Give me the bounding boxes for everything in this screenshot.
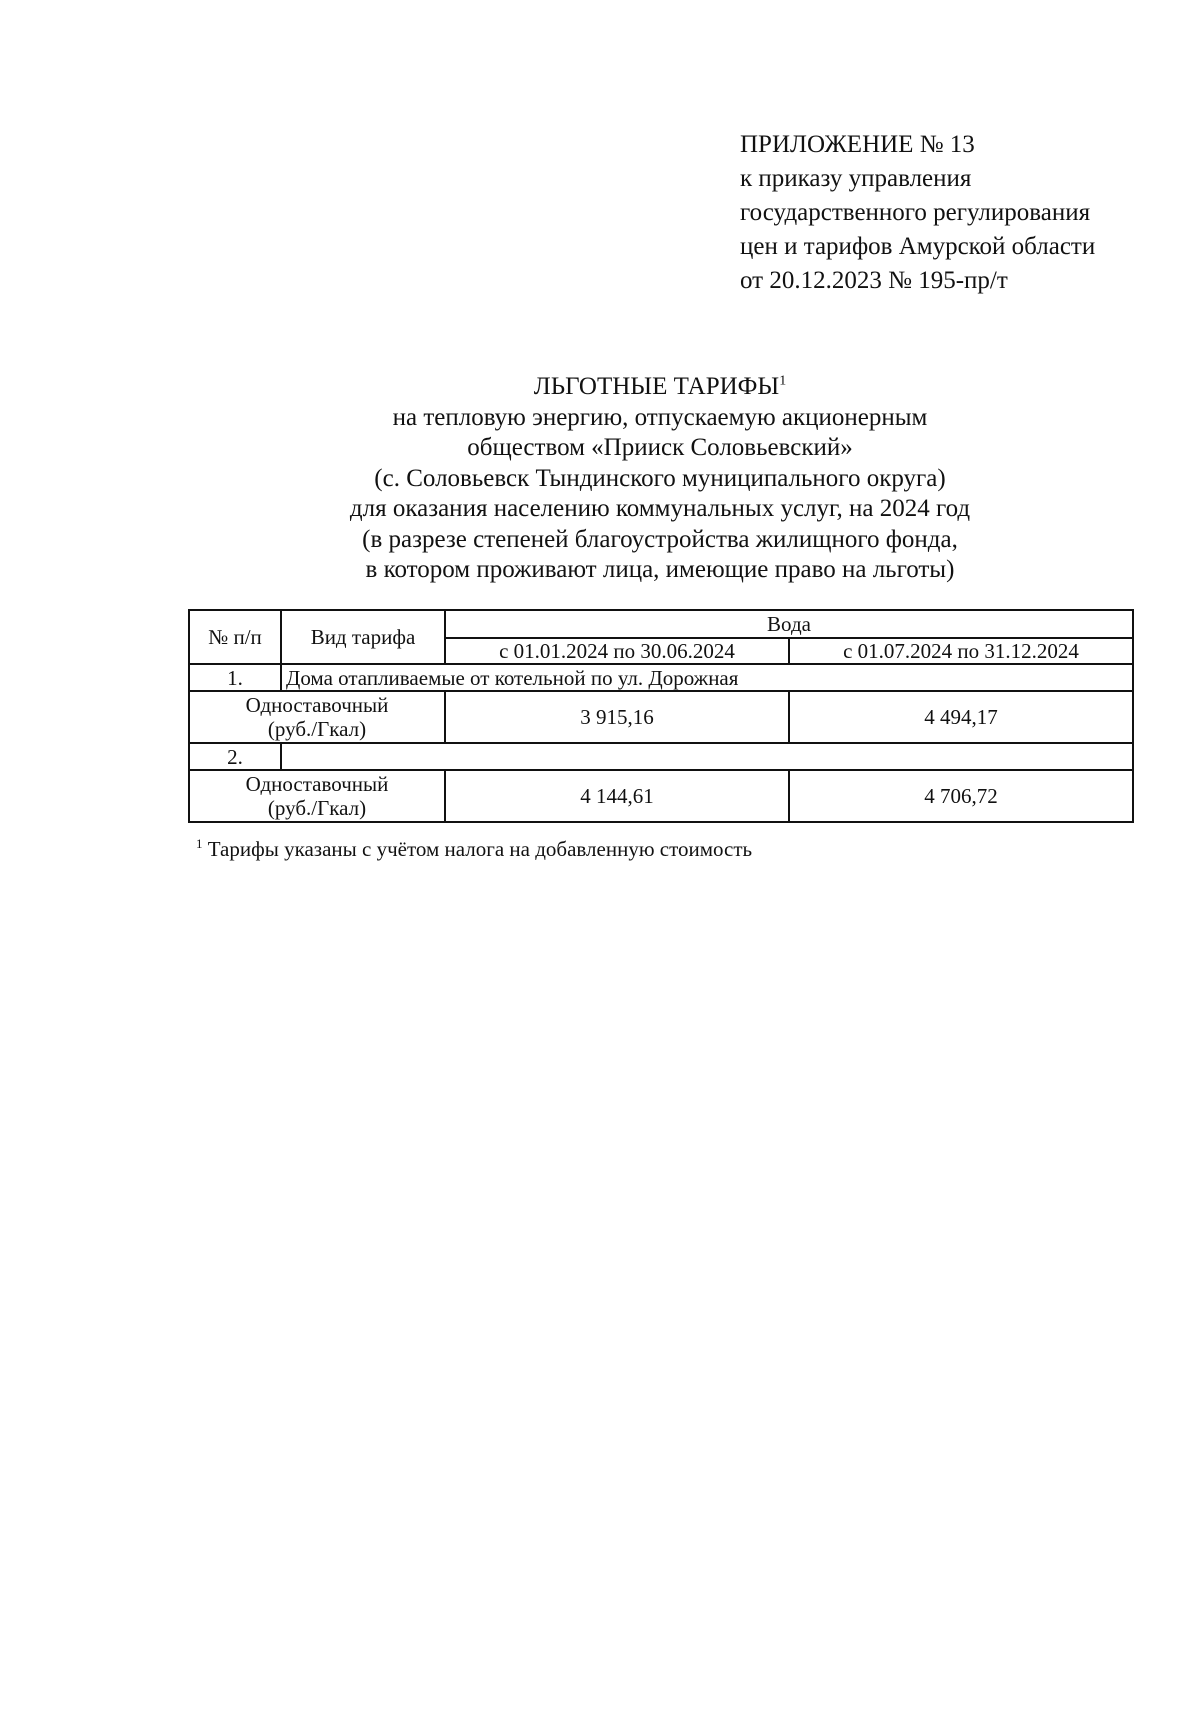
header-period-1: с 01.01.2024 по 30.06.2024: [445, 638, 789, 664]
section-row: [189, 743, 1133, 770]
rate-type-cell: [189, 691, 445, 743]
table-header-row: [189, 610, 1133, 638]
title-subline: (с. Соловьевск Тындинского муниципального округа): [374, 464, 946, 492]
section-row: [189, 664, 1133, 691]
rate-unit: (руб./Гкал): [267, 796, 367, 820]
header-period-2: с 01.07.2024 по 31.12.2024: [789, 638, 1133, 664]
section-number: 1.: [189, 664, 281, 691]
table-row: [189, 691, 1133, 743]
rate-type-cell: [189, 770, 445, 822]
appendix-line: цен и тарифов Амурской области: [740, 233, 1096, 260]
title-subline: обществом «Прииск Соловьевский»: [467, 434, 853, 461]
tariff-value-period-1: 4 144,61: [445, 770, 789, 822]
title-subline: на тепловую энергию, отпускаемую акционерным: [392, 403, 928, 431]
title-heading-line: [300, 372, 1020, 403]
title-subline: для оказания населению коммунальных услуг, на 2024 год: [349, 495, 971, 522]
tariff-value-period-2: 4 494,17: [789, 691, 1133, 743]
table-row: [189, 770, 1133, 822]
document-title: [300, 372, 1020, 586]
rate-type: Одноставочный: [245, 693, 389, 717]
section-name: Дома отапливаемые от котельной по ул. Дорожная: [281, 664, 1133, 691]
rate-type: Одноставочный: [245, 772, 389, 796]
title-heading: ЛЬГОТНЫЕ ТАРИФЫ: [533, 373, 780, 400]
footnote-marker: 1: [779, 373, 787, 389]
appendix-order-date: от 20.12.2023 № 195-пр/т: [740, 267, 1008, 294]
tariff-table: [188, 609, 1134, 823]
footnote-text: Тарифы указаны с учётом налога на добавленную стоимость: [207, 837, 753, 861]
footnote: [196, 832, 752, 861]
header-water: Вода: [445, 610, 1133, 638]
appendix-title: ПРИЛОЖЕНИЕ № 13: [740, 131, 975, 158]
rate-unit: (руб./Гкал): [267, 717, 367, 741]
header-tariff-type: Вид тарифа: [281, 610, 445, 664]
section-name: [281, 743, 1133, 770]
section-number: 2.: [189, 743, 281, 770]
tariff-value-period-2: 4 706,72: [789, 770, 1133, 822]
appendix-line: к приказу управления: [740, 165, 972, 192]
appendix-header: [740, 128, 1095, 298]
title-subline: в котором проживают лица, имеющие право на льготы): [365, 556, 955, 583]
tariff-value-period-1: 3 915,16: [445, 691, 789, 743]
title-subline: (в разрезе степеней благоустройства жилищного фонда,: [362, 525, 958, 553]
footnote-marker: 1: [196, 836, 203, 851]
appendix-line: государственного регулирования: [740, 199, 1091, 226]
header-num: № п/п: [189, 610, 281, 664]
